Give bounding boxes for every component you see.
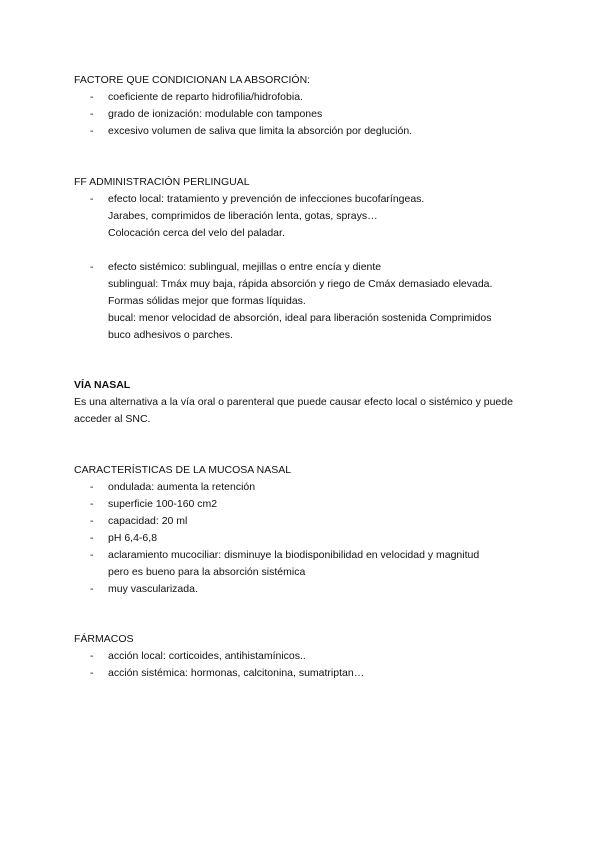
continuation-line: Formas sólidas mejor que formas líquidas. [108, 295, 306, 307]
continuation-line: bucal: menor velocidad de absorción, ideal para liberación sostenida Comprimidos [108, 312, 492, 324]
section-factores-absorcion [74, 72, 544, 140]
bullet-list [74, 648, 544, 682]
section-heading: FÁRMACOS [74, 633, 134, 645]
bullet-list [74, 581, 544, 598]
list-item: - acción sistémica: hormonas, calcitonina, sumatriptan… [90, 667, 365, 679]
bullet-list [74, 259, 544, 276]
paragraph: Es una alternativa a la vía oral o parenteral que puede causar efecto local o sistémico y puede acceder al SNC. [74, 396, 513, 425]
list-item: - aclaramiento mucociliar: disminuye la biodisponibilidad en velocidad y magnitud [90, 549, 480, 561]
list-item: - efecto sistémico: sublingual, mejillas o entre encía y diente [90, 261, 382, 273]
bullet-list [74, 479, 544, 564]
list-item: - superficie 100-160 cm2 [90, 498, 218, 510]
continuation-line: Jarabes, comprimidos de liberación lenta, gotas, sprays… [108, 210, 378, 222]
bullet-list [74, 191, 544, 208]
continuation-line: sublingual: Tmáx muy baja, rápida absorción y riego de Cmáx demasiado elevada. [108, 278, 493, 290]
list-item: - efecto local: tratamiento y prevención de infecciones bucofaríngeas. [90, 193, 425, 205]
section-heading: FACTORE QUE CONDICIONAN LA ABSORCIÓN: [74, 74, 311, 86]
continuation-line: pero es bueno para la absorción sistémica [108, 566, 306, 578]
bullet-list [74, 89, 544, 140]
continuation-line: Colocación cerca del velo del paladar. [108, 227, 285, 239]
list-item: - acción local: corticoides, antihistamínicos.. [90, 650, 306, 662]
section-via-nasal [74, 377, 544, 428]
section-heading: FF ADMINISTRACIÓN PERLINGUAL [74, 176, 250, 188]
section-heading: CARACTERÍSTICAS DE LA MUCOSA NASAL [74, 464, 292, 476]
section-administracion-perlingual [74, 174, 544, 344]
list-item: - excesivo volumen de saliva que limita la absorción por deglución. [90, 125, 413, 137]
list-item: - muy vascularizada. [90, 583, 198, 595]
section-farmacos [74, 631, 544, 682]
section-caracteristicas-mucosa [74, 462, 544, 598]
list-item: - grado de ionización: modulable con tampones [90, 108, 323, 120]
section-heading: VÍA NASAL [74, 379, 131, 391]
list-item: - pH 6,4-6,8 [90, 532, 158, 544]
list-item: - coeficiente de reparto hidrofilia/hidrofobia. [90, 91, 303, 103]
continuation-line: buco adhesivos o parches. [108, 329, 233, 341]
list-item: - ondulada: aumenta la retención [90, 481, 256, 493]
list-item: - capacidad: 20 ml [90, 515, 188, 527]
